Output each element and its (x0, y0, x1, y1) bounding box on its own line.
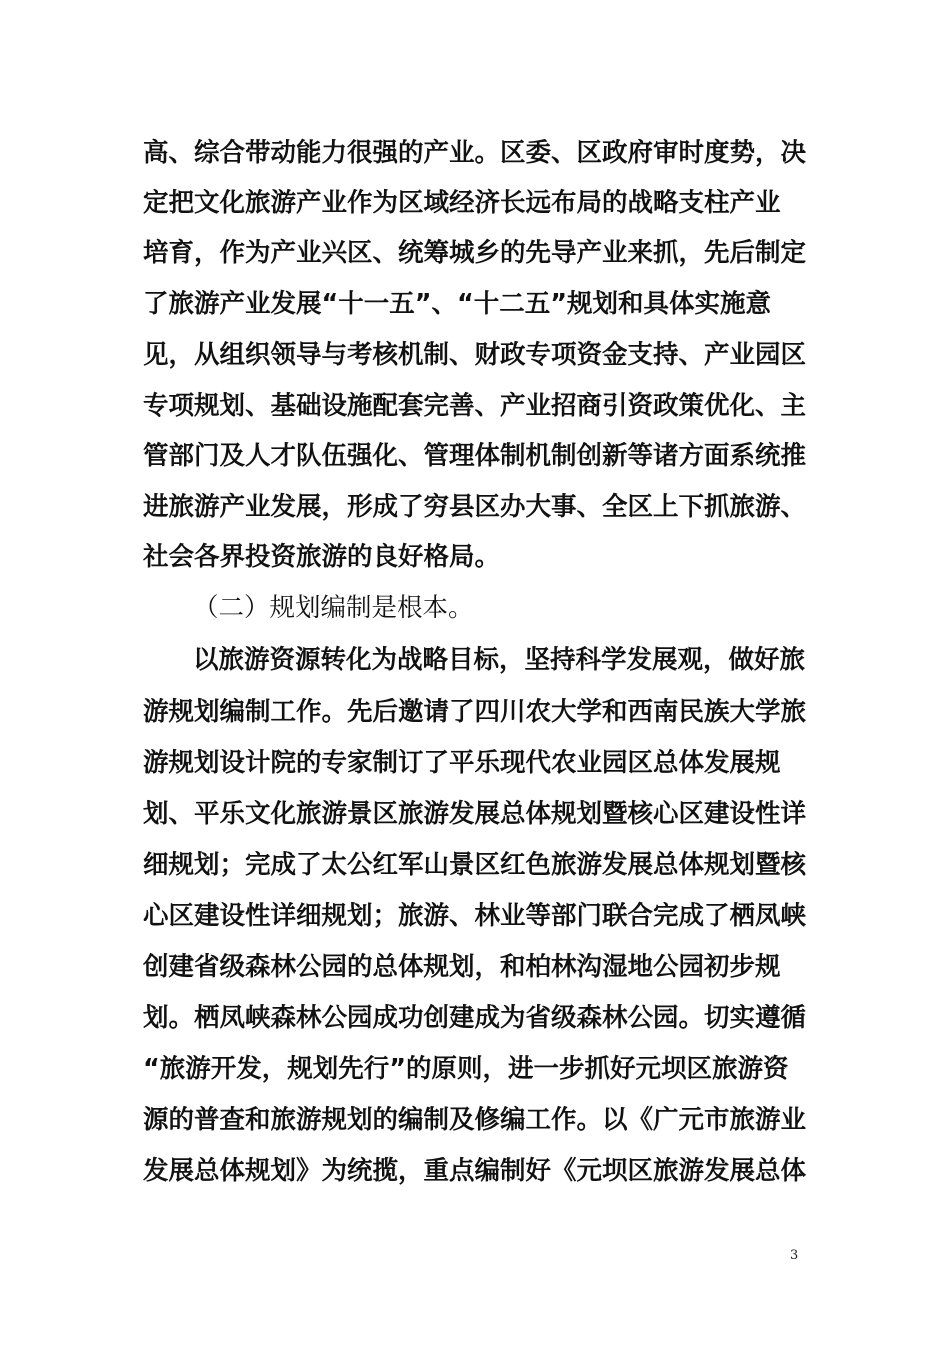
paragraph-line: 高、综合带动能力很强的产业。区委、区政府审时度势，决 (143, 138, 807, 168)
paragraph-line: 发展总体规划》为统揽，重点编制好《元坝区旅游发展总体 (143, 1156, 807, 1186)
page-number: 3 (790, 1248, 799, 1263)
paragraph-line: 定把文化旅游产业作为区域经济长远布局的战略支柱产业 (143, 188, 781, 218)
paragraph-line: 培育，作为产业兴区、统筹城乡的先导产业来抓，先后制定 (143, 238, 807, 268)
paragraph-line: 划、平乐文化旅游景区旅游发展总体规划暨核心区建设性详 (143, 799, 807, 829)
paragraph-line: 划。栖凤峡森林公园成功创建成为省级森林公园。切实遵循 (143, 1003, 807, 1033)
paragraph-line: 游规划设计院的专家制订了平乐现代农业园区总体发展规 (143, 748, 781, 778)
paragraph-line: 心区建设性详细规划；旅游、林业等部门联合完成了栖凤峡 (143, 901, 807, 931)
paragraph-line: “旅游开发，规划先行”的原则，进一步抓好元坝区旅游资 (143, 1054, 789, 1084)
paragraph-line: 专项规划、基础设施配套完善、产业招商引资政策优化、主 (143, 391, 807, 421)
paragraph-line: 了旅游产业发展“十一五”、“十二五”规划和具体实施意 (143, 289, 772, 319)
paragraph-line: 游规划编制工作。先后邀请了四川农大学和西南民族大学旅 (143, 697, 807, 727)
section-heading: （二）规划编制是根本。 (193, 593, 474, 623)
paragraph-line: 创建省级森林公园的总体规划，和柏林沟湿地公园初步规 (143, 952, 781, 982)
paragraph-line: 进旅游产业发展，形成了穷县区办大事、全区上下抓旅游、 (143, 492, 807, 522)
paragraph-line: 见，从组织领导与考核机制、财政专项资金支持、产业园区 (143, 340, 807, 370)
paragraph-line: 管部门及人才队伍强化、管理体制机制创新等诸方面系统推 (143, 441, 807, 471)
paragraph-line: 源的普查和旅游规划的编制及修编工作。以《广元市旅游业 (143, 1105, 807, 1135)
paragraph-line: 以旅游资源转化为战略目标，坚持科学发展观，做好旅 (193, 645, 806, 675)
paragraph-line: 社会各界投资旅游的良好格局。 (143, 542, 501, 572)
paragraph-line: 细规划；完成了太公红军山景区红色旅游发展总体规划暨核 (143, 850, 807, 880)
